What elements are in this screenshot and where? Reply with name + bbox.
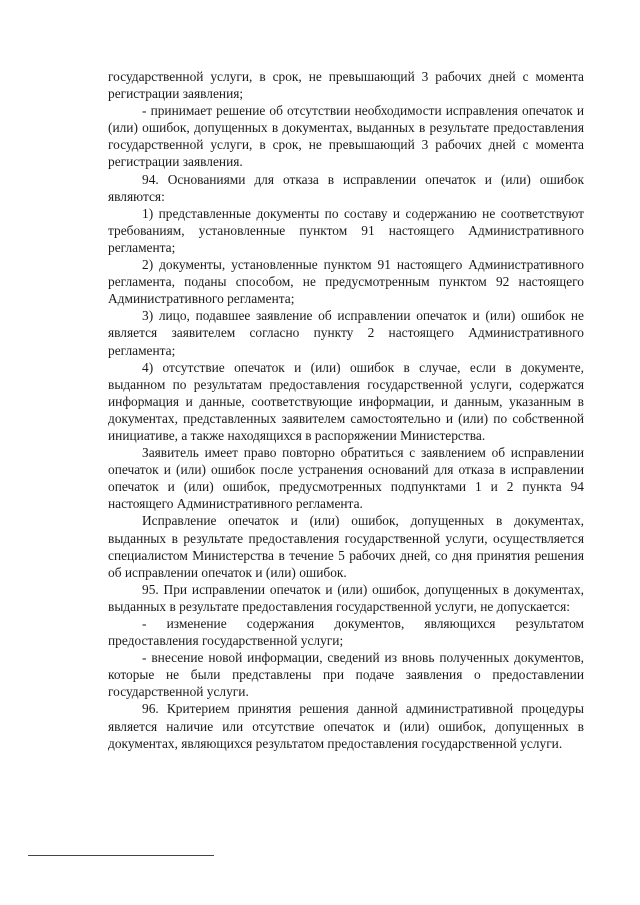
paragraph-correction-term: Исправление опечаток и (или) ошибок, допущенных в документах, выданных в результате предоставления государственной услуги, осуществляется специалистом Министерства в течение 5 рабочих дней, со дня принятия решения об исправлении опечаток и (или) ошибок. bbox=[108, 513, 584, 580]
paragraph-continuation: государственной услуги, в срок, не превышающий 3 рабочих дней с момента регистрации заявления; bbox=[108, 69, 584, 102]
paragraph-95-item-1: - изменение содержания документов, являющихся результатом предоставления государственной услуги; bbox=[108, 616, 584, 649]
paragraph-94-item-1: 1) представленные документы по составу и содержанию не соответствуют требованиям, установленные пунктом 91 настоящего Административного регламента; bbox=[108, 205, 584, 255]
paragraph-94-item-4: 4) отсутствие опечаток и (или) ошибок в случае, если в документе, выданном по результатам предоставления государственной услуги, содержатся информация и данные, соответствующие информации, и данным, указанным в документах, представленных заявителем самостоятельно и (или) по собственной инициативе, а также находящихся в распоряжении Министерства. bbox=[108, 359, 584, 443]
paragraph-94-item-3: 3) лицо, подавшее заявление об исправлении опечаток и (или) ошибок не является заявителем согласно пункту 2 настоящего Административного регламента; bbox=[108, 308, 584, 358]
paragraph-96: 96. Критерием принятия решения данной административной процедуры является наличие или отсутствие опечаток и (или) ошибок, допущенных в документах, являющихся результатом предоставления государственной услуги. bbox=[108, 701, 584, 751]
paragraph-95-item-2: - внесение новой информации, сведений из вновь полученных документов, которые не были представлены при подаче заявления о предоставлении государственной услуги. bbox=[108, 650, 584, 700]
paragraph-94-heading: 94. Основаниями для отказа в исправлении опечаток и (или) ошибок являются: bbox=[108, 171, 584, 204]
paragraph-decision-no-correction: - принимает решение об отсутствии необходимости исправления опечаток и (или) ошибок, допущенных в документах, выданных в результате предоставления государственной услуги, в срок, не превышающий 3 рабочих дней с момента регистрации заявления. bbox=[108, 103, 584, 170]
paragraph-95-heading: 95. При исправлении опечаток и (или) ошибок, допущенных в документах, выданных в результате предоставления государственной услуги, не допускается: bbox=[108, 581, 584, 614]
document-page bbox=[108, 68, 584, 752]
paragraph-reapply: Заявитель имеет право повторно обратиться с заявлением об исправлении опечаток и (или) ошибок после устранения оснований для отказа в исправлении опечаток и (или) ошибок, предусмотренных подпунктами 1 и 2 пункта 94 настоящего Административного регламента. bbox=[108, 445, 584, 512]
paragraph-94-item-2: 2) документы, установленные пунктом 91 настоящего Административного регламента, поданы способом, не предусмотренным пунктом 92 настоящего Административного регламента; bbox=[108, 257, 584, 307]
footnote-divider bbox=[28, 855, 214, 856]
